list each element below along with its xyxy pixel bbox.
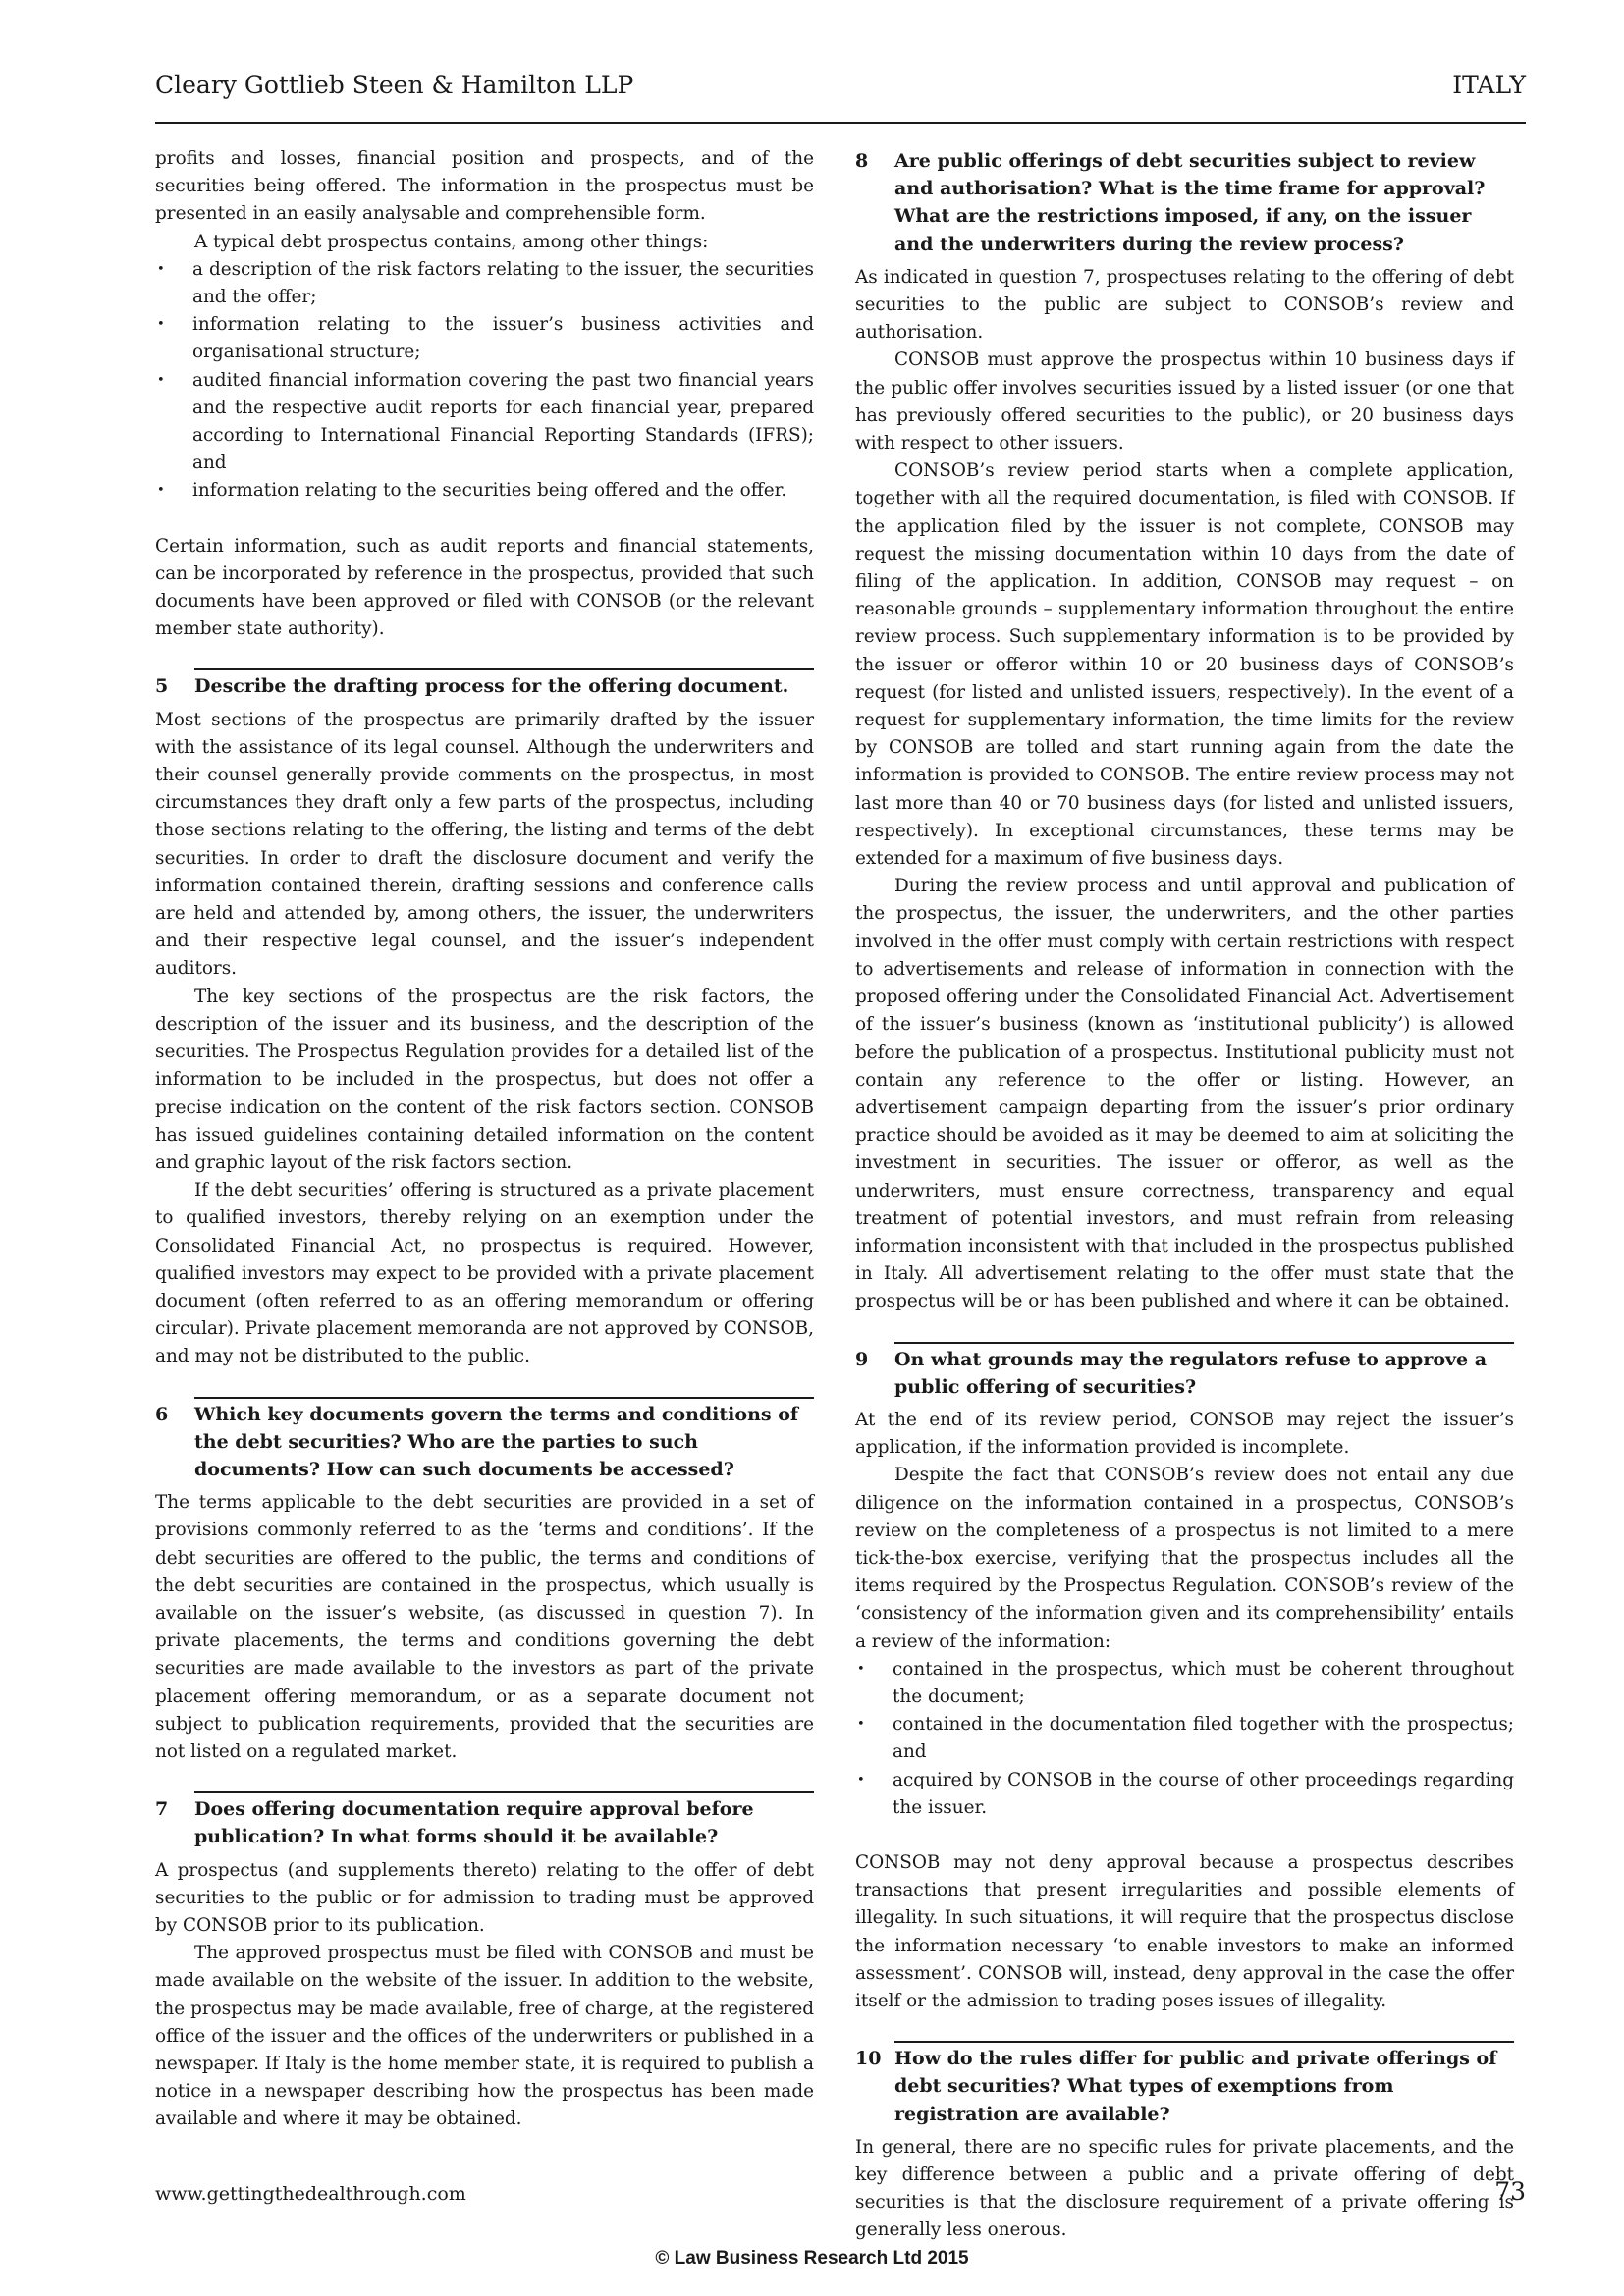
paragraph: If the debt securities’ offering is structured as a private placement to qualified investors, thereby relying on an exemption under the Consolidated Financial Act, no prospectus is required. However, qualified investors may expect to be provided with a private placement document (often referred to as an offering memorandum or offering circular). Private placement memoranda are not approved by CONSOB, and may not be distributed to the public.: [155, 1180, 814, 1367]
list-item: • a description of the risk factors relating to the issuer, the securities and the offer;: [155, 256, 814, 311]
bullet-list: [855, 1656, 1514, 1822]
question-heading: [155, 1791, 814, 1850]
question-heading: [855, 145, 1514, 258]
question-title: Are public offerings of debt securities subject to review and authorisation? What is the time frame for approval? What are the restrictions imposed, if any, on the issuer and the underwriters during the review process?: [894, 150, 1486, 255]
paragraph: As indicated in question 7, prospectuses relating to the offering of debt securities to the public are subject to CONSOB’s review and authorisation.: [855, 266, 1514, 344]
bullet-list: [155, 256, 814, 506]
page-number: 73: [1494, 2177, 1526, 2206]
list-item: • information relating to the issuer’s business activities and organisational structure;: [155, 311, 814, 366]
paragraph: CONSOB’s review period starts when a complete application, together with all the required documentation, is filed with CONSOB. If the application filed by the issuer is not complete, CONSOB may request the missing documentation within 10 days from the date of filing of the application. In addition, CONSOB may request – on reasonable grounds – supplementary information throughout the entire review process. Such supplementary information is to be provided by the issuer or offeror within 10 or 20 business days of CONSOB’s request (for listed and unlisted issuers, respectively). In the event of a request for supplementary information, the time limits for the review by CONSOB are tolled and start running again from the date the information is provided to CONSOB. The entire review process may not last more than 40 or 70 business days (for listed and unlisted issuers, respectively). In exceptional circumstances, these terms may be extended for a maximum of five business days.: [855, 460, 1514, 870]
paragraph: A typical debt prospectus contains, among other things:: [194, 231, 709, 252]
paragraph: At the end of its review period, CONSOB may reject the issuer’s application, if the information provided is incomplete.: [855, 1409, 1514, 1459]
paragraph: CONSOB must approve the prospectus within 10 business days if the public offer involves securities issued by a listed issuer (or one that has previously offered securities to the public), or 20 business days with respect to other issuers.: [855, 349, 1514, 454]
paragraph: Certain information, such as audit reports and financial statements, can be incorporated by reference in the prospectus, provided that such documents have been approved or filed with CONSOB (or the relevant member state authority).: [155, 535, 814, 640]
question-title: How do the rules differ for public and private offerings of debt securities? What types of exemptions from registration are available?: [894, 2048, 1497, 2125]
question-heading: [855, 1342, 1514, 1401]
list-item: • contained in the prospectus, which must be coherent throughout the document;: [855, 1656, 1514, 1711]
question-title: Does offering documentation require approval before publication? In what forms should it be available?: [194, 1798, 754, 1848]
right-column: [855, 145, 1514, 2245]
copyright-notice: © Law Business Research Ltd 2015: [655, 2248, 969, 2269]
question-number: 10: [855, 2048, 882, 2070]
paragraph: CONSOB may not deny approval because a prospectus describes transactions that present irregularities and possible elements of illegality. In such situations, it will require that the prospectus disclose the information necessary ‘to enable investors to make an informed assessment’. CONSOB will, instead, deny approval in the case the offer itself or the admission to trading poses issues of illegality.: [855, 1851, 1514, 2011]
list-item: • acquired by CONSOB in the course of other proceedings regarding the issuer.: [855, 1767, 1514, 1822]
question-number: 6: [155, 1403, 169, 1425]
question-number: 8: [855, 150, 869, 172]
paragraph: During the review process and until approval and publication of the prospectus, the issuer, the underwriters, and the other parties involved in the offer must comply with certain restrictions with respect to advertisements and release of information in connection with the proposed offering under the Consolidated Financial Act. Advertisement of the issuer’s business (known as ‘institutional publicity’) is allowed before the publication of a prospectus. Institutional publicity must not contain any reference to the offer or listing. However, an advertisement campaign departing from the issuer’s prior ordinary practice should be avoided as it may be deemed to aim at soliciting the investment in securities. The issuer or offeror, as well as the underwriters, must ensure correctness, transparency and equal treatment of potential investors, and must refrain from releasing information inconsistent with that included in the prospectus published in Italy. All advertisement relating to the offer must state that the prospectus will be or has been published and where it can be obtained.: [855, 876, 1514, 1312]
question-heading: [155, 1397, 814, 1484]
question-heading: [155, 668, 814, 700]
question-title: Which key documents govern the terms and conditions of the debt securities? Who are the parties to such documents? How can such documents be accessed?: [194, 1403, 799, 1480]
list-item: • information relating to the securities being offered and the offer.: [155, 477, 814, 505]
country-label: ITALY: [1452, 71, 1526, 99]
list-item: • contained in the documentation filed together with the prospectus; and: [855, 1711, 1514, 1766]
question-number: 9: [855, 1348, 869, 1370]
paragraph: Most sections of the prospectus are primarily drafted by the issuer with the assistance of its legal counsel. Although the underwriters and their counsel generally provide comments on the prospectus, in most circumstances they draft only a few parts of the prospectus, including those sections relating to the offering, the listing and terms of the debt securities. In order to draft the disclosure document and verify the information contained therein, drafting sessions and conference calls are held and attended by, among others, the issuer, the underwriters and their respective legal counsel, and the issuer’s independent auditors.: [155, 709, 814, 980]
paragraph: The terms applicable to the debt securities are provided in a set of provisions commonly referred to as the ‘terms and conditions’. If the debt securities are offered to the public, the terms and conditions of the debt securities are contained in the prospectus, which usually is available on the issuer’s website, (as discussed in question 7). In private placements, the terms and conditions governing the debt securities are made available to the investors as part of the private placement offering memorandum, or as a separate document not subject to publication requirements, provided that the securities are not listed on a regulated market.: [155, 1492, 814, 1762]
page-header: [155, 67, 1526, 124]
question-title: Describe the drafting process for the offering document.: [194, 675, 789, 698]
paragraph: Despite the fact that CONSOB’s review does not entail any due diligence on the information contained in a prospectus, CONSOB’s review on the completeness of a prospectus is not limited to a mere tick-the-box exercise, verifying that the prospectus includes all the items required by the Prospectus Regulation. CONSOB’s review of the ‘consistency of the information given and its comprehensibility’ entails a review of the information:: [855, 1465, 1514, 1652]
paragraph: A prospectus (and supplements thereto) relating to the offer of debt securities to the public or for admission to trading must be approved by CONSOB prior to its publication.: [155, 1859, 814, 1936]
paragraph: The key sections of the prospectus are the risk factors, the description of the issuer and its business, and the description of the securities. The Prospectus Regulation provides for a detailed list of the information to be included in the prospectus, but does not offer a precise indication on the content of the risk factors section. CONSOB has issued guidelines containing detailed information on the content and graphic layout of the risk factors section.: [155, 986, 814, 1173]
footer-url: www.gettingthedealthrough.com: [155, 2183, 466, 2205]
paragraph: In general, there are no specific rules for private placements, and the key difference between a public and a private offering of debt securities is that the disclosure requirement of a private offering is generally less onerous.: [855, 2136, 1514, 2241]
question-number: 7: [155, 1798, 169, 1821]
paragraph: The approved prospectus must be filed with CONSOB and must be made available on the website of the issuer. In addition to the website, the prospectus may be made available, free of charge, at the registered office of the issuer and the offices of the underwriters or published in a newspaper. If Italy is the home member state, it is required to publish a notice in a newspaper describing how the prospectus has been made available and where it may be obtained.: [155, 1943, 814, 2130]
question-number: 5: [155, 675, 169, 698]
question-title: On what grounds may the regulators refuse to approve a public offering of securities?: [894, 1348, 1488, 1398]
firm-name: Cleary Gottlieb Steen & Hamilton LLP: [155, 71, 634, 99]
question-heading: [855, 2041, 1514, 2128]
paragraph: profits and losses, financial position and prospects, and of the securities being offered. The information in the prospectus must be presented in an easily analysable and comprehensible form.: [155, 148, 814, 225]
left-column: [155, 145, 814, 2134]
list-item: • audited financial information covering the past two financial years and the respective audit reports for each financial year, prepared according to International Financial Reporting Standards (IFRS); and: [155, 367, 814, 478]
